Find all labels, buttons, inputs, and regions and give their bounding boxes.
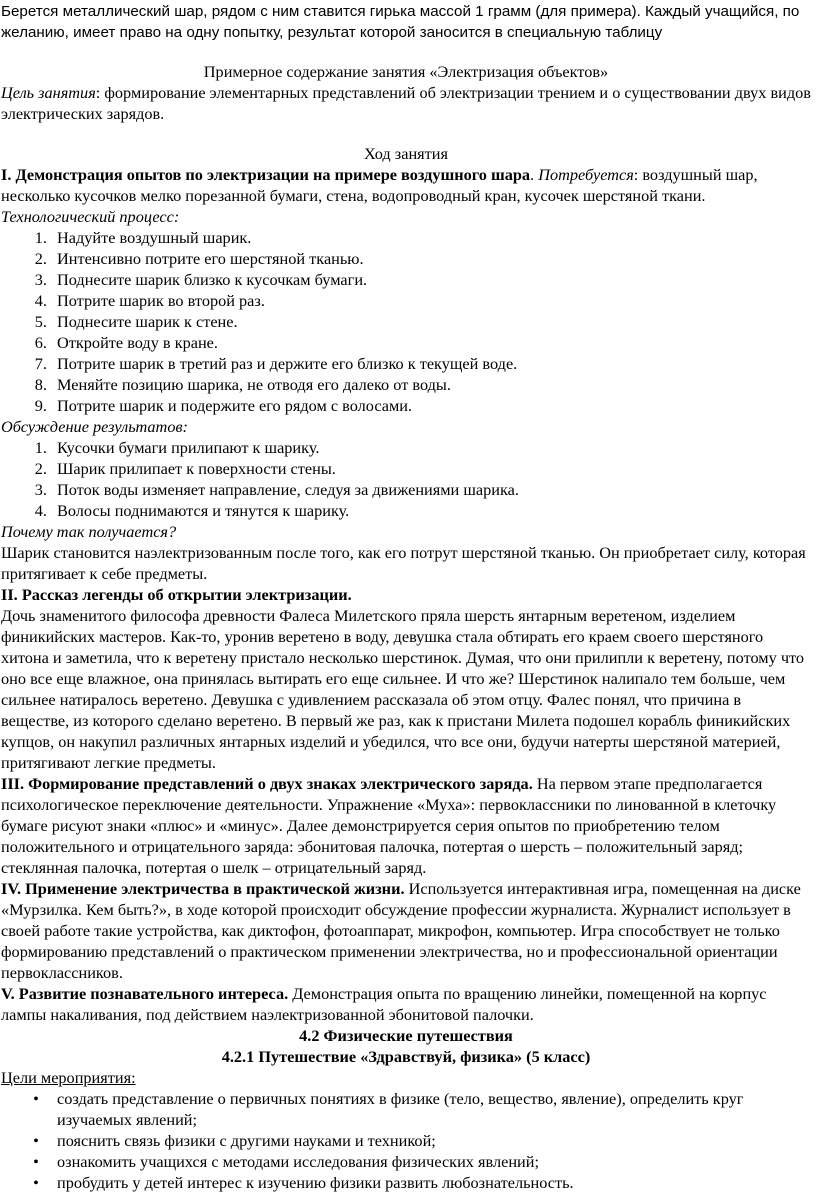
- list-item: [1, 269, 811, 290]
- list-item: [1, 1088, 811, 1130]
- course-title: Ход занятия: [364, 144, 448, 163]
- travel-subtitle: [1, 1046, 811, 1067]
- section-5-paragraph: [1, 983, 811, 1025]
- list-item: [1, 437, 811, 458]
- list-item: [1, 353, 811, 374]
- section-2-heading-text: II. Рассказ легенды об открытии электризации.: [1, 585, 352, 604]
- goals-label-text: Цели мероприятия:: [1, 1068, 136, 1087]
- goals-label: [1, 1067, 811, 1088]
- list-number: 3.: [34, 270, 47, 289]
- list-text: Поднесите шарик близко к кусочкам бумаги.: [57, 270, 368, 289]
- list-item: [1, 290, 811, 311]
- list-number: 7.: [34, 354, 47, 373]
- goal-paragraph: [1, 82, 811, 124]
- list-text: Потрите шарик и подержите его рядом с волосами.: [57, 396, 413, 415]
- bullet-icon: •: [33, 1173, 39, 1192]
- list-item: [1, 1130, 811, 1151]
- goal-label: Цель занятия: [1, 83, 96, 102]
- list-item: [1, 395, 811, 416]
- bullet-icon: •: [33, 1131, 39, 1150]
- list-item: [1, 311, 811, 332]
- section-4-paragraph: [1, 878, 811, 983]
- steps-list: [1, 227, 811, 416]
- section-2-text: Дочь знаменитого философа древности Фалеса Милетского пряла шерсть янтарным веретеном, изделием финикийских мастеров. Как-то, уронив веретено в воду, девушка стала обтирать его краем своего шерстяного хитона и заметила, что к веретену пристало несколько шерстинок. Думая, что они прилипли к веретену, потому что оно все еще влажное, она принялась вытирать его еще сильнее. И что же? Шерстинок налипало тем больше, чем сильнее натиралось веретено. Девушка с удивлением рассказала об этом отцу. Фалес понял, что причина в веществе, из которого сделано веретено. В первый же раз, как к пристани Милета подошел корабль финикийских купцов, он накупил различных янтарных изделий и убедился, что все они, будучи натерты шерстяной материей, притягивают легкие предметы.: [1, 606, 805, 772]
- list-text: пояснить связь физики с другими науками и техникой;: [57, 1131, 436, 1150]
- list-text: Волосы поднимаются и тянутся к шарику.: [57, 501, 350, 520]
- list-text: Шарик прилипает к поверхности стены.: [57, 459, 336, 478]
- list-text: Поднесите шарик к стене.: [57, 312, 238, 331]
- list-number: 8.: [34, 375, 47, 394]
- list-number: 9.: [34, 396, 47, 415]
- why-text: Шарик становится наэлектризованным после того, как его потрут шерстяной тканью. Он приобретает силу, которая притягивает к себе предметы.: [1, 543, 806, 583]
- list-number: 2.: [34, 459, 47, 478]
- why-label: Почему так получается?: [1, 522, 177, 541]
- need-text: : воздушный шар, несколько кусочков мелко порезанной бумаги, стена, водопроводный кран, кусочек шерстяной ткани.: [1, 165, 758, 205]
- list-text: Потрите шарик в третий раз и держите его близко к текущей воде.: [57, 354, 518, 373]
- list-item: [1, 479, 811, 500]
- list-number: 4.: [34, 501, 47, 520]
- list-number: 6.: [34, 333, 47, 352]
- list-text: Интенсивно потрите его шерстяной тканью.: [57, 249, 364, 268]
- list-text: Потрите шарик во второй раз.: [57, 291, 265, 310]
- travel-subtitle-text: 4.2.1 Путешествие «Здравствуй, физика» (5 класс): [221, 1047, 591, 1066]
- list-item: [1, 1151, 811, 1172]
- section-5-text: Демонстрация опыта по вращению линейки, помещенной на корпус лампы накаливания, под действием наэлектризованной эбонитовой палочки.: [1, 984, 767, 1024]
- section-3-paragraph: [1, 773, 811, 878]
- section-5-heading: V. Развитие познавательного интереса.: [1, 984, 289, 1003]
- list-item: [1, 332, 811, 353]
- list-number: 4.: [34, 291, 47, 310]
- list-item: [1, 227, 811, 248]
- list-item: [1, 1172, 811, 1193]
- list-text: Кусочки бумаги прилипают к шарику.: [57, 438, 320, 457]
- process-label: Технологический процесс:: [1, 207, 180, 226]
- list-text: Поток воды изменяет направление, следуя за движениями шарика.: [57, 480, 519, 499]
- intro-paragraph: Берется металлический шар, рядом с ним ставится гирька массой 1 грамм (для примера). Каждый учащийся, по желанию, имеет право на одну попытку, результат которой заносится в специальную таблицу: [1, 3, 800, 41]
- content-title: Примерное содержание занятия «Электризация объектов»: [203, 62, 609, 81]
- need-label: Потребуется: [538, 165, 634, 184]
- list-text: Меняйте позицию шарика, не отводя его далеко от воды.: [57, 375, 451, 394]
- list-item: [1, 458, 811, 479]
- list-text: Надуйте воздушный шарик.: [57, 228, 252, 247]
- section-4-heading: IV. Применение электричества в практической жизни.: [1, 879, 405, 898]
- bullet-icon: •: [33, 1089, 39, 1108]
- list-number: 5.: [34, 312, 47, 331]
- list-number: 1.: [34, 438, 47, 457]
- section-1-intro: [1, 164, 811, 206]
- discussion-label: Обсуждение результатов:: [1, 417, 188, 436]
- list-text: Откройте воду в кране.: [57, 333, 218, 352]
- section-1-heading: I. Демонстрация опытов по электризации на примере воздушного шара: [1, 165, 531, 184]
- section-3-heading: III. Формирование представлений о двух знаках электрического заряда.: [1, 774, 533, 793]
- list-text: создать представление о первичных понятиях в физике (тело, вещество, явление), определить круг изучаемых явлений;: [57, 1089, 744, 1129]
- section-4-text: Используется интерактивная игра, помещенная на диске «Мурзилка. Кем быть?», в ходе которой происходит обсуждение профессии журналиста. Журналист использует в своей работе такие устройства, как диктофон, фотоаппарат, микрофон, компьютер. Игра способствует не только формированию представлений о практическом применении электричества, но и профессиональной ориентации первоклассников.: [1, 879, 801, 982]
- list-number: 3.: [34, 480, 47, 499]
- results-list: [1, 437, 811, 521]
- list-text: пробудить у детей интерес к изучению физики развить любознательность.: [57, 1173, 574, 1192]
- section-1-dot: .: [530, 165, 539, 184]
- list-item: [1, 248, 811, 269]
- list-item: [1, 374, 811, 395]
- goals-list: [1, 1088, 811, 1193]
- travel-title-text: 4.2 Физические путешествия: [299, 1026, 513, 1045]
- travel-title: [1, 1025, 811, 1046]
- list-number: 1.: [34, 228, 47, 247]
- section-3-text: На первом этапе предполагается психологическое переключение деятельности. Упражнение «Муха»: первоклассники по линованной в клеточку бумаге рисуют знаки «плюс» и «минус». Далее демонстрируется серия опытов по приобретению телом положительного и отрицательного заряда: эбонитовая палочка, потертая о шерсть – положительный заряд; стеклянная палочка, потертая о шелк – отрицательный заряд.: [1, 774, 777, 877]
- bullet-icon: •: [33, 1152, 39, 1171]
- list-item: [1, 500, 811, 521]
- section-2-heading: [1, 584, 811, 605]
- list-number: 2.: [34, 249, 47, 268]
- goal-text: : формирование элементарных представлений об электризации трением и о существовании двух видов электрических зарядов.: [1, 83, 811, 123]
- list-text: ознакомить учащихся с методами исследования физических явлений;: [57, 1152, 539, 1171]
